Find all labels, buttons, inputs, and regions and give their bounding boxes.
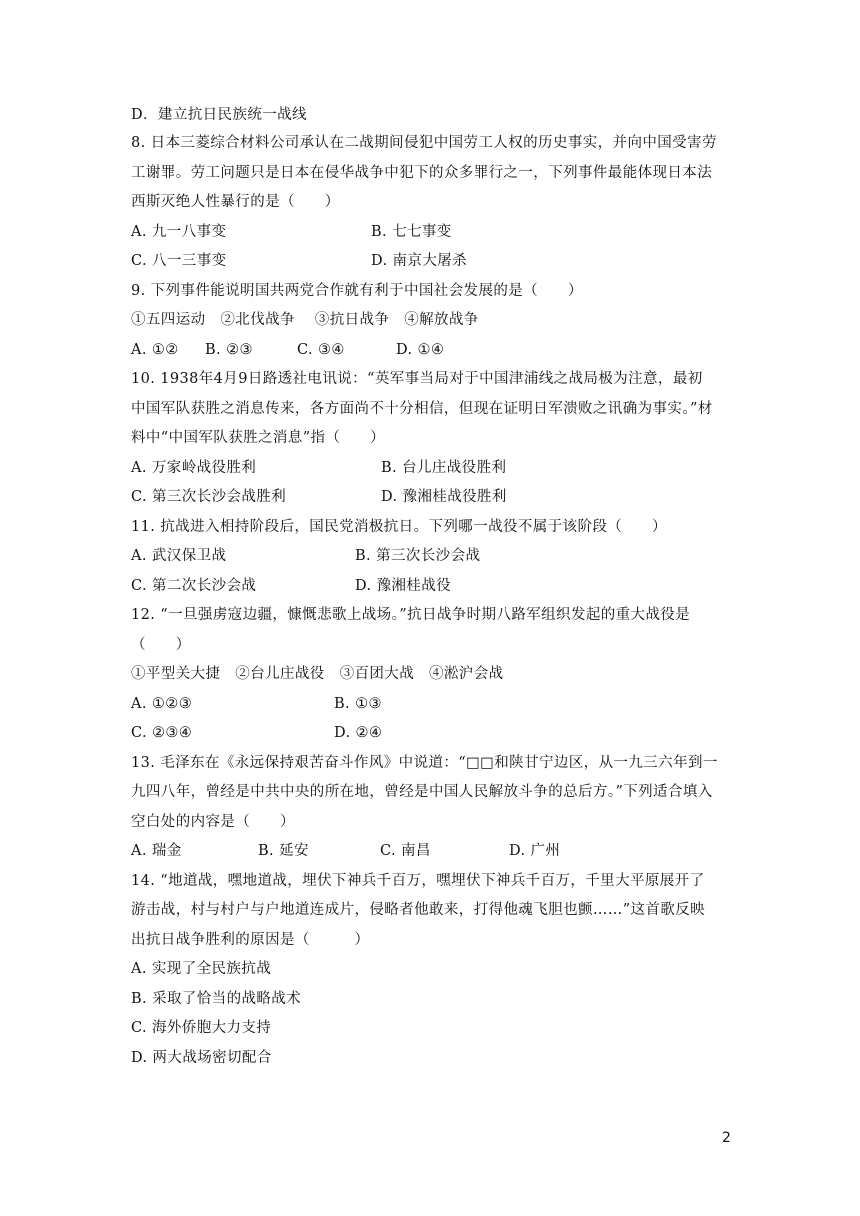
q14-stem-line-3: 出抗日战争胜利的原因是（ ） [131,932,370,948]
q9-items: ①五四运动 ②北伐战争 ③抗日战争 ④解放战争 [131,312,479,328]
q13-option-b: B. 延安 [258,843,309,859]
q10-stem-line-1: 10. 1938年4月9日路透社电讯说：“英军事当局对于中国津浦线之战局极为注意，最初 [131,371,703,387]
q8-stem-line-1: 8. 日本三菱综合材料公司承认在二战期间侵犯中国劳工人权的历史事实，并向中国受害劳 [131,135,717,151]
q14-option-a: A. 实现了全民族抗战 [131,961,272,977]
q9-option-d: D. ①④ [396,342,445,358]
q14-stem-line-2: 游击战，村与村户与户地道连成片，侵略者他敢来，打得他魂飞胆也颤……”这首歌反映 [131,902,706,918]
q8-option-a: A. 九一八事变 [131,224,227,240]
q12-stem-line-1: 12. “一旦强虏寇边疆，慷慨悲歌上战场。”抗日战争时期八路军组织发起的重大战役是 [131,607,691,623]
q7-option-d: D．建立抗日民族统一战线 [131,107,307,123]
page-number: 2 [722,1130,731,1146]
q13-stem-line-3: 空白处的内容是（ ） [131,814,295,830]
q8-option-c: C. 八一三事变 [131,253,227,269]
q8-option-d: D. 南京大屠杀 [371,253,468,269]
q13-stem-line-2: 九四八年，曾经是中共中央的所在地，曾经是中国人民解放斗争的总后方。”下列适合填入 [131,784,713,800]
q12-option-b: B. ①③ [334,696,382,712]
q8-option-b: B. 七七事变 [371,224,452,240]
q14-option-d: D. 两大战场密切配合 [131,1050,272,1066]
q13-option-a: A. 瑞金 [131,843,182,859]
q10-option-b: B. 台儿庄战役胜利 [381,460,507,476]
q9-stem: 9. 下列事件能说明国共两党合作就有利于中国社会发展的是（ ） [131,283,583,299]
q10-option-a: A. 万家岭战役胜利 [131,460,257,476]
q12-option-d: D. ②④ [334,725,383,741]
q11-option-d: D. 豫湘桂战役 [355,578,452,594]
q13-option-c: C. 南昌 [380,843,431,859]
q14-stem-line-1: 14. “地道战，嘿地道战，埋伏下神兵千百万，嘿埋伏下神兵千百万，千里大平原展开了 [131,873,705,889]
q13-option-d: D. 广州 [509,843,561,859]
q9-option-a: A. ①② [131,342,179,358]
q8-stem-line-3: 西斯灭绝人性暴行的是（ ） [131,194,340,210]
q8-stem-line-2: 工谢罪。劳工问题只是日本在侵华战争中犯下的众多罪行之一，下列事件最能体现日本法 [131,165,713,181]
q10-stem-line-2: 中国军队获胜之消息传来，各方面尚不十分相信，但现在证明日军溃败之讯确为事实。”材 [131,401,713,417]
q12-option-a: A. ①②③ [131,696,193,712]
q11-option-c: C. 第二次长沙会战 [131,578,257,594]
q12-items: ①平型关大捷 ②台儿庄战役 ③百团大战 ④淞沪会战 [131,666,504,682]
q10-stem-line-3: 料中“中国军队获胜之消息”指（ ） [131,430,386,446]
q10-option-d: D. 豫湘桂战役胜利 [381,489,507,505]
q9-option-c: C. ③④ [297,342,345,358]
q14-option-c: C. 海外侨胞大力支持 [131,1020,272,1036]
q10-option-c: C. 第三次长沙会战胜利 [131,489,287,505]
q12-option-c: C. ②③④ [131,725,193,741]
q12-stem-line-2: （ ） [131,637,191,653]
q11-option-a: A. 武汉保卫战 [131,548,227,564]
q14-option-b: B. 采取了恰当的战略战术 [131,991,302,1007]
q11-stem: 11. 抗战进入相持阶段后，国民党消极抗日。下列哪一战役不属于该阶段（ ） [131,519,667,535]
q11-option-b: B. 第三次长沙会战 [355,548,481,564]
q13-stem-line-1: 13. 毛泽东在《永远保持艰苦奋斗作风》中说道：“□□和陕甘宁边区，从一九三六年到一 [131,755,718,771]
q9-option-b: B. ②③ [205,342,253,358]
